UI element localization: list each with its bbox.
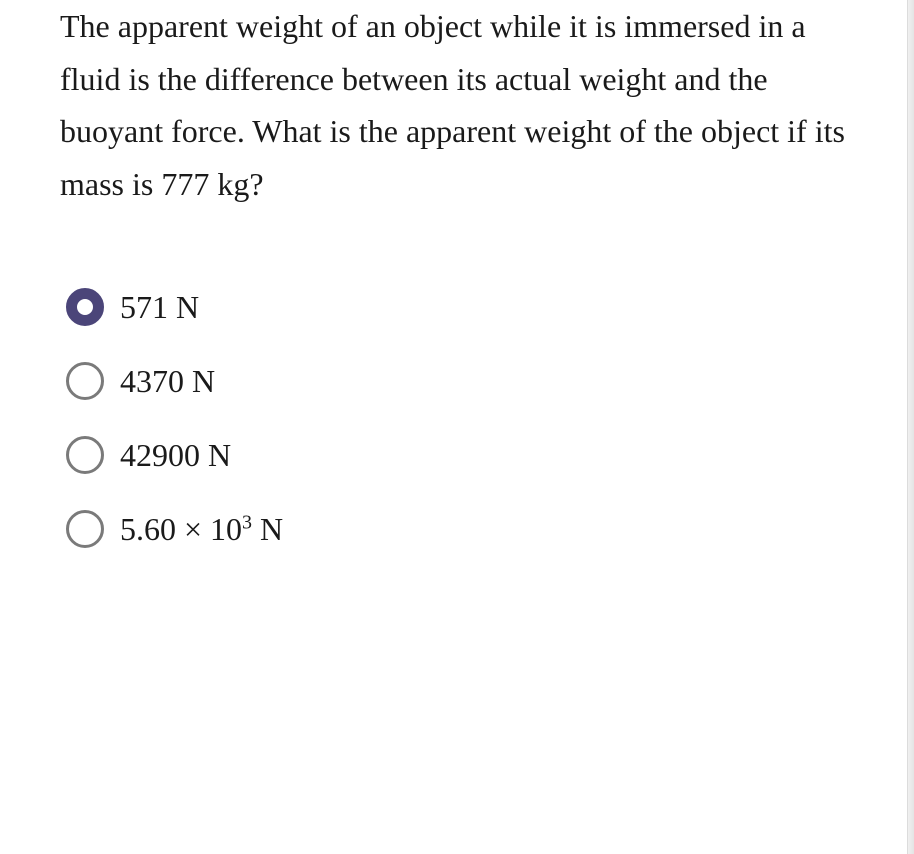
answer-options: [66, 270, 283, 566]
option-exponent: 3: [242, 511, 253, 534]
answer-option-label: [120, 509, 283, 549]
radio-button-selected[interactable]: [66, 288, 104, 326]
answer-option-3[interactable]: [66, 418, 283, 492]
answer-option-2[interactable]: [66, 344, 283, 418]
question-text: The apparent weight of an object while it is immersed in a fluid is the difference between its actual weight and the buoyant force. What is the apparent weight of the object if its mass is 777 kg?: [60, 8, 845, 202]
radio-button[interactable]: [66, 362, 104, 400]
radio-button[interactable]: [66, 510, 104, 548]
answer-option-4[interactable]: [66, 492, 283, 566]
window-edge: [907, 0, 914, 854]
option-unit: N: [252, 511, 284, 547]
radio-button[interactable]: [66, 436, 104, 474]
answer-option-label: 571 N: [120, 289, 200, 325]
option-base: 5.60 × 10: [120, 511, 243, 547]
answer-option-label: 4370 N: [120, 363, 216, 399]
answer-option-1[interactable]: [66, 270, 283, 344]
answer-option-label: 42900 N: [120, 437, 232, 473]
